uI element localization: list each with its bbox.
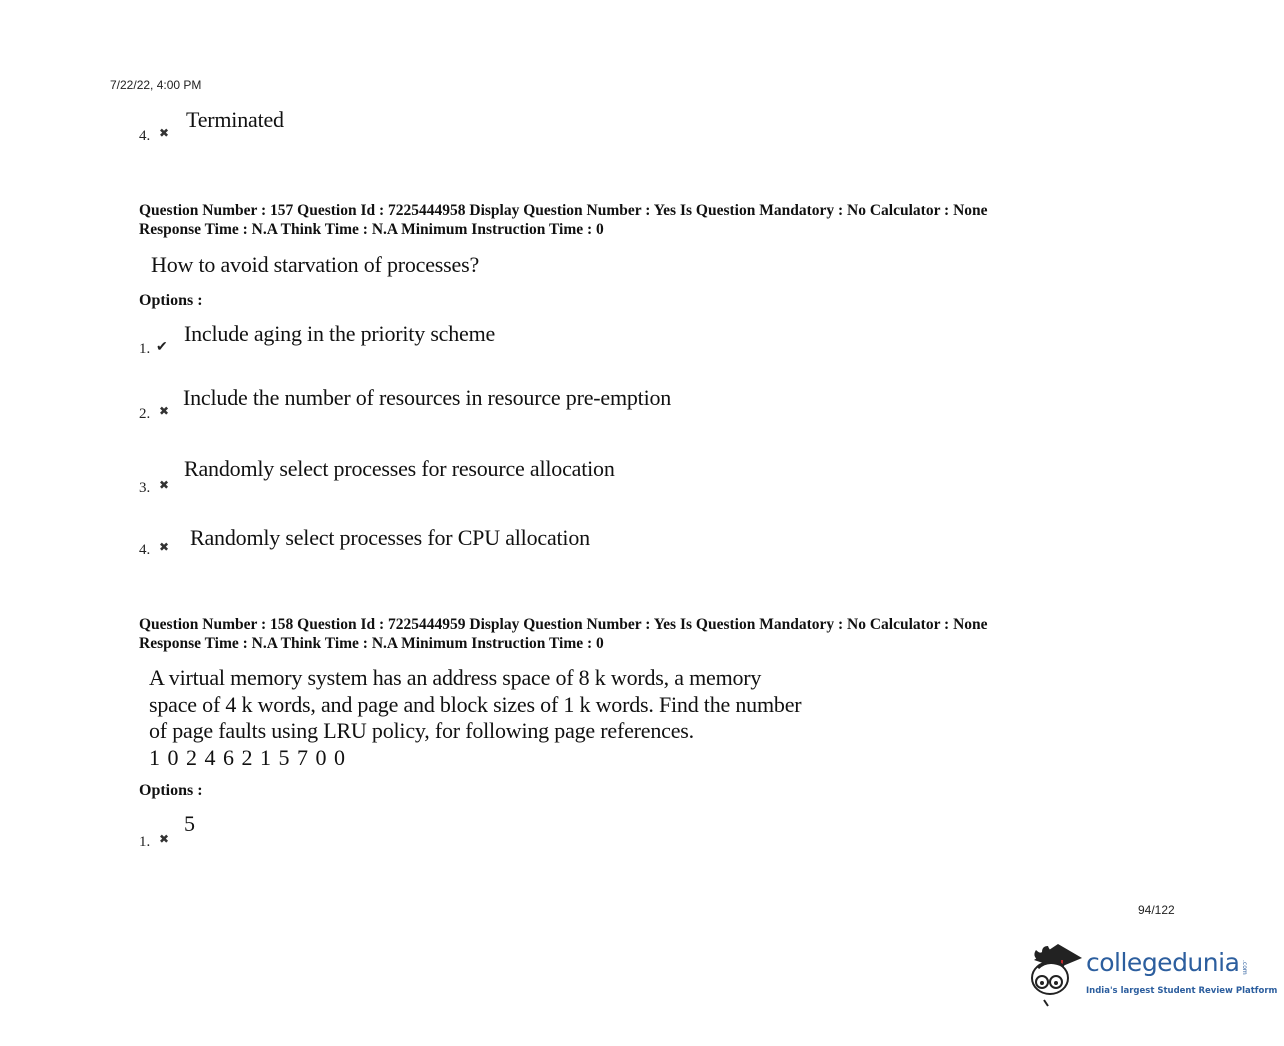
page-number: 94/122 <box>1138 903 1175 917</box>
mascot-icon <box>1024 938 1084 1008</box>
question-meta-line2: Response Time : N.A Think Time : N.A Minimum Instruction Time : 0 <box>139 635 604 652</box>
question-meta <box>139 615 988 653</box>
question-text <box>149 665 801 771</box>
logo-suffix: .com <box>1241 960 1248 975</box>
question-text-line: space of 4 k words, and page and block sizes of 1 k words. Find the number <box>149 691 802 717</box>
logo-name: collegedunia <box>1086 948 1240 977</box>
page-reference-string: 1 0 2 4 6 2 1 5 7 0 0 <box>149 744 346 770</box>
check-icon: ✔ <box>156 340 168 355</box>
option-number: 4. <box>139 542 151 558</box>
options-label: Options : <box>139 782 203 799</box>
cross-icon: ✖ <box>159 404 170 418</box>
option-number: 1. <box>139 834 151 850</box>
logo-tagline: India's largest Student Review Platform <box>1086 986 1278 996</box>
cross-icon: ✖ <box>159 540 170 554</box>
options-label: Options : <box>139 292 203 309</box>
cross-icon: ✖ <box>159 832 170 846</box>
option-text: Randomly select processes for resource allocation <box>184 456 615 481</box>
cross-icon: ✖ <box>159 126 170 140</box>
option-number: 2. <box>139 406 151 422</box>
option-number: 3. <box>139 480 151 496</box>
option-number: 1. <box>139 341 151 357</box>
option-text: Randomly select processes for CPU allocation <box>190 525 590 550</box>
option-text: Include aging in the priority scheme <box>184 321 496 346</box>
question-meta-line1: Question Number : 157 Question Id : 7225444958 Display Question Number : Yes Is Question Mandatory : No Calculator : None <box>139 202 988 219</box>
print-datetime: 7/22/22, 4:00 PM <box>110 78 202 92</box>
option-number: 4. <box>139 128 151 144</box>
option-text: Terminated <box>186 107 284 132</box>
collegedunia-logo <box>1024 938 1278 1008</box>
question-text-line: A virtual memory system has an address space of 8 k words, a memory <box>149 665 762 690</box>
question-text: How to avoid starvation of processes? <box>151 252 480 277</box>
question-meta-line1: Question Number : 158 Question Id : 7225444959 Display Question Number : Yes Is Question Mandatory : No Calculator : None <box>139 616 988 633</box>
option-text: Include the number of resources in resource pre-emption <box>183 385 672 410</box>
question-text-line: of page faults using LRU policy, for following page references. <box>149 718 694 743</box>
question-meta <box>139 201 988 239</box>
question-meta-line2: Response Time : N.A Think Time : N.A Minimum Instruction Time : 0 <box>139 221 604 238</box>
cross-icon: ✖ <box>159 478 170 492</box>
option-text: 5 <box>184 811 195 836</box>
